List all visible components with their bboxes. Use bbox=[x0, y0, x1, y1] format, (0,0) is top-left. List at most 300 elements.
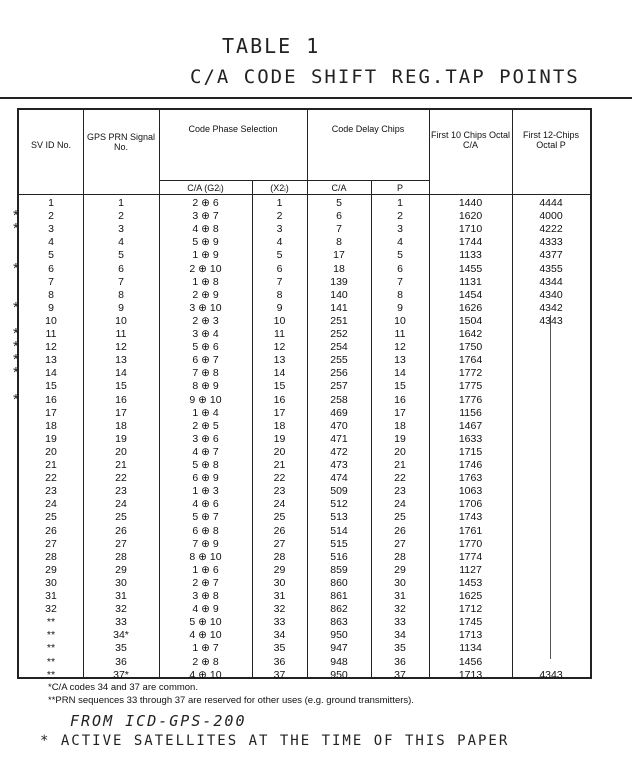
cell-x2: 5 bbox=[276, 249, 283, 262]
cell-dca: 470 bbox=[330, 419, 348, 432]
cell-x2: 22 bbox=[273, 472, 286, 485]
active-satellite-mark: * bbox=[13, 351, 19, 369]
cell-op: 4342 bbox=[539, 301, 563, 314]
cell-sv: 2 bbox=[48, 210, 54, 223]
cell-x2: 11 bbox=[274, 328, 285, 340]
cell-dca: 861 bbox=[330, 590, 348, 602]
cell-oca: 1770 bbox=[458, 537, 483, 550]
cell-dp: 5 bbox=[397, 249, 403, 262]
cell-sv: 16 bbox=[45, 393, 57, 406]
cell-oca: 1715 bbox=[458, 445, 483, 458]
cell-gps: 22 bbox=[115, 472, 127, 485]
cell-sv: 6 bbox=[48, 262, 54, 275]
cell-g2: 2 ⊕ 8 bbox=[192, 655, 219, 668]
cell-x2: 2 bbox=[276, 210, 283, 223]
table-title: TABLE 1 bbox=[222, 34, 321, 58]
cell-x2: 16 bbox=[273, 393, 286, 406]
cell-dp: 1 bbox=[397, 197, 403, 209]
cell-oca: 1750 bbox=[458, 341, 483, 354]
tap-points-table bbox=[13, 108, 592, 681]
cell-dca: 859 bbox=[330, 563, 348, 576]
cell-oca: 1131 bbox=[459, 275, 482, 288]
cell-sv: 5 bbox=[48, 249, 54, 262]
active-satellite-mark: * bbox=[13, 390, 19, 408]
cell-g2: 4 ⊕ 10 bbox=[189, 668, 222, 681]
cell-dp: 31 bbox=[394, 590, 406, 602]
cell-gps: 8 bbox=[118, 288, 124, 301]
cell-dca: 6 bbox=[336, 210, 342, 223]
cell-sv: 12 bbox=[45, 341, 57, 354]
cell-dp: 21 bbox=[394, 459, 406, 471]
cell-dca: 472 bbox=[330, 445, 348, 458]
cell-sv: ** bbox=[46, 655, 56, 668]
cell-oca: 1633 bbox=[458, 432, 483, 445]
cell-gps: 11 bbox=[115, 328, 127, 340]
cell-dca: 948 bbox=[330, 655, 348, 668]
cell-sv: 1 bbox=[48, 197, 54, 209]
cell-dca: 474 bbox=[330, 472, 348, 485]
cell-g2: 3 ⊕ 8 bbox=[192, 590, 219, 602]
cell-g2: 1 ⊕ 4 bbox=[192, 406, 219, 419]
cell-dp: 9 bbox=[397, 301, 403, 314]
cell-x2: 37 bbox=[273, 668, 286, 681]
cell-x2: 17 bbox=[273, 406, 286, 419]
cell-dca: 471 bbox=[330, 432, 348, 445]
cell-op: 4344 bbox=[539, 275, 563, 288]
cell-g2: 2 ⊕ 10 bbox=[189, 262, 222, 275]
cell-oca: 1133 bbox=[459, 249, 482, 262]
cell-sv: 20 bbox=[45, 445, 57, 458]
cell-dca: 515 bbox=[330, 537, 348, 550]
cell-g2: 5 ⊕ 9 bbox=[192, 236, 219, 249]
cell-dca: 17 bbox=[333, 249, 345, 262]
cell-dp: 12 bbox=[394, 341, 406, 354]
header-delay-ca: C/A bbox=[331, 183, 347, 193]
header-first12: First 12-Chips Octal P bbox=[522, 130, 579, 150]
cell-x2: 13 bbox=[273, 354, 286, 367]
cell-dp: 18 bbox=[394, 419, 406, 432]
cell-oca: 1467 bbox=[458, 419, 483, 432]
cell-x2: 28 bbox=[273, 550, 286, 563]
cell-x2: 6 bbox=[276, 262, 283, 275]
cell-dca: 140 bbox=[330, 288, 348, 301]
cell-oca: 1710 bbox=[458, 223, 483, 236]
cell-x2: 14 bbox=[273, 367, 286, 380]
cell-g2: 7 ⊕ 9 bbox=[192, 537, 219, 550]
cell-gps: 26 bbox=[115, 524, 127, 537]
cell-gps: 31 bbox=[115, 590, 127, 602]
cell-sv: 10 bbox=[45, 314, 57, 327]
header-delay: Code Delay Chips bbox=[331, 124, 405, 134]
cell-x2: 30 bbox=[273, 576, 286, 589]
cell-x2: 34 bbox=[273, 629, 286, 642]
cell-x2: 12 bbox=[273, 341, 286, 354]
cell-sv: 18 bbox=[45, 419, 57, 432]
cell-dca: 509 bbox=[330, 485, 348, 498]
cell-gps: 12 bbox=[115, 341, 127, 354]
cell-gps: 14 bbox=[115, 367, 127, 380]
cell-gps: 3 bbox=[118, 223, 124, 236]
cell-dp: 29 bbox=[394, 563, 406, 576]
cell-gps: 15 bbox=[115, 380, 127, 393]
cell-dp: 28 bbox=[394, 550, 406, 563]
cell-x2: 19 bbox=[273, 432, 286, 445]
cell-x2: 32 bbox=[273, 603, 286, 616]
cell-gps: 33 bbox=[115, 616, 127, 629]
cell-gps: 6 bbox=[118, 262, 124, 275]
active-satellite-mark: * bbox=[13, 259, 19, 277]
cell-g2: 6 ⊕ 8 bbox=[192, 524, 219, 537]
cell-x2: 24 bbox=[273, 498, 286, 511]
cell-oca: 1134 bbox=[459, 642, 482, 655]
cell-sv: 4 bbox=[48, 236, 54, 249]
cell-dp: 11 bbox=[394, 328, 406, 340]
cell-gps: 2 bbox=[118, 210, 124, 223]
cell-gps: 20 bbox=[115, 445, 127, 458]
cell-dp: 14 bbox=[394, 367, 406, 380]
cell-oca: 1764 bbox=[458, 354, 483, 367]
cell-oca: 1620 bbox=[458, 210, 483, 223]
cell-dp: 13 bbox=[394, 354, 406, 367]
cell-dp: 10 bbox=[394, 314, 406, 327]
cell-x2: 15 bbox=[273, 380, 286, 393]
cell-op: 4355 bbox=[539, 262, 563, 275]
cell-sv: 11 bbox=[45, 328, 57, 340]
cell-g2: 8 ⊕ 9 bbox=[192, 380, 219, 393]
cell-oca: 1713 bbox=[458, 629, 483, 642]
cell-sv: ** bbox=[46, 629, 56, 642]
cell-g2: 4 ⊕ 6 bbox=[192, 498, 219, 511]
cell-dca: 258 bbox=[330, 393, 348, 406]
cell-gps: 23 bbox=[115, 485, 127, 498]
cell-dca: 257 bbox=[330, 380, 348, 393]
cell-gps: 5 bbox=[118, 249, 124, 262]
cell-oca: 1775 bbox=[458, 380, 483, 393]
cell-gps: 27 bbox=[115, 537, 127, 550]
cell-dp: 30 bbox=[394, 576, 406, 589]
cell-x2: 25 bbox=[273, 511, 286, 524]
cell-oca: 1745 bbox=[458, 616, 483, 629]
cell-dp: 15 bbox=[394, 380, 406, 393]
active-satellite-mark: * bbox=[13, 325, 19, 342]
cell-g2: 1 ⊕ 7 bbox=[192, 642, 219, 655]
header-phase-ca: C/A (G2ᵢ) bbox=[187, 183, 224, 193]
cell-oca: 1454 bbox=[458, 288, 483, 301]
cell-x2: 4 bbox=[276, 236, 283, 249]
active-satellite-mark: * bbox=[13, 364, 19, 382]
cell-x2: 18 bbox=[273, 419, 286, 432]
cell-dca: 863 bbox=[330, 616, 348, 629]
cell-dp: 23 bbox=[394, 485, 406, 498]
active-satellite-mark: * bbox=[13, 220, 19, 238]
cell-oca: 1761 bbox=[458, 524, 483, 537]
cell-sv: ** bbox=[46, 642, 56, 655]
cell-gps: 34* bbox=[113, 629, 129, 642]
active-note: * ACTIVE SATELLITES AT THE TIME OF THIS PAPER bbox=[40, 733, 510, 749]
cell-g2: 2 ⊕ 9 bbox=[192, 288, 219, 301]
cell-gps: 9 bbox=[118, 301, 124, 314]
cell-gps: 36 bbox=[115, 655, 127, 668]
cell-sv: 14 bbox=[45, 367, 57, 380]
cell-g2: 2 ⊕ 7 bbox=[192, 576, 219, 589]
cell-oca: 1774 bbox=[458, 550, 483, 563]
header-sv: SV ID No. bbox=[30, 140, 71, 150]
cell-x2: 1 bbox=[276, 197, 283, 209]
footnotes bbox=[48, 681, 414, 707]
cell-sv: 29 bbox=[45, 563, 57, 576]
cell-oca: 1776 bbox=[458, 393, 483, 406]
cell-dp: 6 bbox=[397, 262, 403, 275]
cell-gps: 24 bbox=[115, 498, 127, 511]
cell-gps: 21 bbox=[115, 459, 127, 471]
cell-dca: 139 bbox=[330, 275, 348, 288]
cell-sv: 21 bbox=[45, 459, 57, 471]
cell-dp: 35 bbox=[394, 642, 406, 655]
cell-dca: 514 bbox=[330, 524, 348, 537]
cell-dp: 4 bbox=[397, 236, 403, 249]
cell-sv: 8 bbox=[48, 288, 54, 301]
cell-op: 4377 bbox=[539, 249, 563, 262]
cell-g2: 9 ⊕ 10 bbox=[189, 393, 222, 406]
cell-dca: 862 bbox=[330, 603, 348, 616]
cell-dca: 256 bbox=[330, 367, 348, 380]
cell-dp: 33 bbox=[394, 616, 406, 629]
cell-x2: 33 bbox=[273, 616, 286, 629]
cell-g2: 2 ⊕ 5 bbox=[192, 419, 219, 432]
cell-oca: 1713 bbox=[458, 668, 483, 681]
cell-op: 4343 bbox=[539, 314, 563, 327]
cell-sv: 7 bbox=[48, 275, 54, 288]
cell-sv: 22 bbox=[45, 472, 57, 485]
cell-g2: 3 ⊕ 4 bbox=[192, 328, 219, 340]
cell-x2: 7 bbox=[276, 275, 283, 288]
cell-g2: 1 ⊕ 9 bbox=[192, 249, 219, 262]
cell-g2: 3 ⊕ 10 bbox=[189, 301, 222, 314]
cell-g2: 3 ⊕ 6 bbox=[192, 432, 219, 445]
cell-g2: 4 ⊕ 8 bbox=[192, 223, 219, 236]
cell-g2: 1 ⊕ 8 bbox=[192, 275, 219, 288]
cell-dca: 513 bbox=[330, 511, 348, 524]
cell-oca: 1063 bbox=[458, 485, 483, 498]
footnote-1: *C/A codes 34 and 37 are common. bbox=[48, 682, 198, 693]
cell-oca: 1625 bbox=[458, 590, 483, 602]
cell-dp: 22 bbox=[394, 472, 406, 485]
cell-sv: ** bbox=[46, 668, 56, 681]
cell-oca: 1504 bbox=[458, 314, 483, 327]
cell-oca: 1763 bbox=[458, 472, 483, 485]
cell-oca: 1712 bbox=[458, 603, 483, 616]
cell-gps: 29 bbox=[115, 563, 127, 576]
cell-op: 4343 bbox=[539, 668, 563, 681]
cell-gps: 19 bbox=[115, 432, 127, 445]
col-line bbox=[512, 110, 513, 677]
cell-gps: 18 bbox=[115, 419, 127, 432]
cell-dp: 32 bbox=[394, 603, 406, 616]
cell-gps: 37* bbox=[113, 668, 129, 681]
cell-dp: 24 bbox=[394, 498, 406, 511]
header-phase-x2: (X2ᵢ) bbox=[270, 183, 289, 193]
cell-sv: 25 bbox=[45, 511, 57, 524]
cell-oca: 1453 bbox=[458, 576, 483, 589]
cell-dp: 3 bbox=[397, 223, 403, 236]
cell-oca: 1744 bbox=[458, 236, 483, 249]
cell-dca: 516 bbox=[330, 550, 348, 563]
cell-sv: ** bbox=[46, 616, 56, 629]
source-note: FROM ICD-GPS-200 bbox=[70, 712, 247, 730]
cell-dca: 255 bbox=[330, 354, 348, 367]
cell-oca: 1455 bbox=[458, 262, 483, 275]
cell-x2: 8 bbox=[276, 288, 283, 301]
cell-op: 4222 bbox=[539, 223, 563, 236]
cell-g2: 1 ⊕ 6 bbox=[192, 563, 219, 576]
footnote-2: **PRN sequences 33 through 37 are reserved for other uses (e.g. ground transmitters). bbox=[48, 695, 414, 706]
cell-gps: 25 bbox=[115, 511, 127, 524]
cell-x2: 9 bbox=[276, 301, 283, 314]
cell-x2: 26 bbox=[273, 524, 286, 537]
cell-dca: 7 bbox=[336, 223, 342, 236]
cell-dca: 8 bbox=[336, 236, 342, 249]
cell-oca: 1743 bbox=[458, 511, 483, 524]
cell-x2: 36 bbox=[273, 655, 286, 668]
cell-g2: 7 ⊕ 8 bbox=[192, 367, 219, 380]
cell-gps: 13 bbox=[115, 354, 127, 367]
cell-dca: 254 bbox=[330, 341, 348, 354]
cell-dp: 25 bbox=[394, 511, 406, 524]
header-phase: Code Phase Selection bbox=[188, 124, 278, 134]
cell-g2: 6 ⊕ 7 bbox=[192, 354, 219, 367]
cell-gps: 16 bbox=[115, 393, 127, 406]
active-satellite-mark: * bbox=[13, 298, 19, 316]
cell-sv: 28 bbox=[45, 550, 57, 563]
cell-x2: 21 bbox=[273, 459, 286, 471]
cell-g2: 8 ⊕ 10 bbox=[189, 550, 222, 563]
cell-g2: 4 ⊕ 9 bbox=[192, 603, 219, 616]
cell-x2: 27 bbox=[273, 537, 286, 550]
cell-oca: 1456 bbox=[458, 655, 483, 668]
cell-g2: 6 ⊕ 9 bbox=[192, 472, 219, 485]
cell-sv: 17 bbox=[45, 406, 57, 419]
cell-oca: 1642 bbox=[458, 328, 483, 340]
cell-x2: 31 bbox=[273, 590, 286, 602]
cell-g2: 5 ⊕ 6 bbox=[192, 341, 219, 354]
cell-dca: 950 bbox=[330, 668, 348, 681]
cell-oca: 1626 bbox=[458, 301, 483, 314]
cell-gps: 35 bbox=[115, 642, 127, 655]
cell-gps: 17 bbox=[115, 406, 127, 419]
continuation-line bbox=[550, 315, 551, 659]
cell-x2: 35 bbox=[273, 642, 286, 655]
cell-dp: 19 bbox=[394, 432, 406, 445]
cell-sv: 31 bbox=[45, 590, 57, 602]
cell-g2: 4 ⊕ 7 bbox=[192, 445, 219, 458]
cell-dp: 16 bbox=[394, 393, 406, 406]
cell-g2: 2 ⊕ 3 bbox=[192, 314, 219, 327]
header-delay-p: P bbox=[396, 183, 403, 193]
cell-g2: 1 ⊕ 3 bbox=[192, 485, 219, 498]
cell-oca: 1746 bbox=[458, 459, 483, 471]
cell-g2: 5 ⊕ 10 bbox=[189, 616, 222, 629]
cell-sv: 15 bbox=[45, 380, 57, 393]
cell-dca: 5 bbox=[336, 197, 342, 209]
cell-oca: 1156 bbox=[459, 406, 482, 419]
cell-gps: 10 bbox=[115, 314, 127, 327]
cell-x2: 29 bbox=[273, 563, 286, 576]
cell-dp: 20 bbox=[394, 445, 406, 458]
cell-dp: 34 bbox=[394, 629, 406, 642]
cell-g2: 3 ⊕ 7 bbox=[192, 210, 219, 223]
subheader-line bbox=[159, 180, 429, 181]
cell-sv: 30 bbox=[45, 576, 57, 589]
cell-x2: 20 bbox=[273, 445, 286, 458]
cell-sv: 32 bbox=[45, 603, 57, 616]
cell-dca: 141 bbox=[330, 301, 348, 314]
cell-dca: 252 bbox=[330, 328, 348, 340]
cell-op: 4333 bbox=[539, 236, 563, 249]
cell-dca: 950 bbox=[330, 629, 348, 642]
cell-gps: 7 bbox=[118, 275, 124, 288]
cell-sv: 3 bbox=[48, 223, 54, 236]
header-first10: First 10 Chips Octal C/A bbox=[430, 130, 511, 150]
cell-oca: 1127 bbox=[459, 563, 482, 576]
cell-oca: 1706 bbox=[458, 498, 483, 511]
cell-op: 4340 bbox=[539, 288, 563, 301]
cell-g2: 5 ⊕ 7 bbox=[192, 511, 219, 524]
cell-oca: 1440 bbox=[458, 197, 483, 209]
cell-sv: 9 bbox=[48, 301, 54, 314]
cell-gps: 28 bbox=[115, 550, 127, 563]
cell-dca: 512 bbox=[330, 498, 348, 511]
cell-dp: 7 bbox=[397, 275, 403, 288]
cell-dp: 17 bbox=[394, 406, 406, 419]
active-satellite-mark: * bbox=[13, 338, 19, 356]
cell-sv: 24 bbox=[45, 498, 57, 511]
cell-dp: 2 bbox=[397, 210, 403, 223]
cell-x2: 10 bbox=[273, 314, 286, 327]
cell-x2: 3 bbox=[276, 223, 283, 236]
cell-x2: 23 bbox=[273, 485, 286, 498]
cell-dca: 469 bbox=[330, 406, 348, 419]
cell-g2: 2 ⊕ 6 bbox=[192, 197, 219, 209]
cell-dca: 18 bbox=[333, 262, 345, 275]
active-satellite-mark: * bbox=[13, 207, 19, 225]
cell-sv: 26 bbox=[45, 524, 57, 537]
cell-sv: 13 bbox=[45, 354, 57, 367]
cell-dp: 8 bbox=[397, 288, 403, 301]
cell-dp: 36 bbox=[394, 655, 406, 668]
cell-op: 4000 bbox=[539, 210, 563, 223]
cell-gps: 30 bbox=[115, 576, 127, 589]
cell-sv: 23 bbox=[45, 485, 57, 498]
cell-dp: 27 bbox=[394, 537, 406, 550]
top-rule bbox=[0, 97, 632, 99]
table-subtitle: C/A CODE SHIFT REG.TAP POINTS bbox=[190, 66, 580, 88]
cell-op: 4444 bbox=[539, 197, 563, 209]
cell-dp: 37 bbox=[394, 668, 406, 681]
cell-dca: 947 bbox=[330, 642, 348, 655]
cell-gps: 1 bbox=[118, 197, 124, 209]
cell-sv: 27 bbox=[45, 537, 57, 550]
cell-gps: 32 bbox=[115, 603, 127, 616]
cell-sv: 19 bbox=[45, 432, 57, 445]
header-gps: GPS PRN Signal No. bbox=[86, 132, 156, 152]
cell-dca: 251 bbox=[330, 314, 348, 327]
cell-oca: 1772 bbox=[458, 367, 483, 380]
cell-g2: 5 ⊕ 8 bbox=[192, 459, 219, 471]
cell-dp: 26 bbox=[394, 524, 406, 537]
cell-dca: 860 bbox=[330, 576, 348, 589]
cell-gps: 4 bbox=[118, 236, 124, 249]
header-bottom-line bbox=[19, 194, 590, 195]
